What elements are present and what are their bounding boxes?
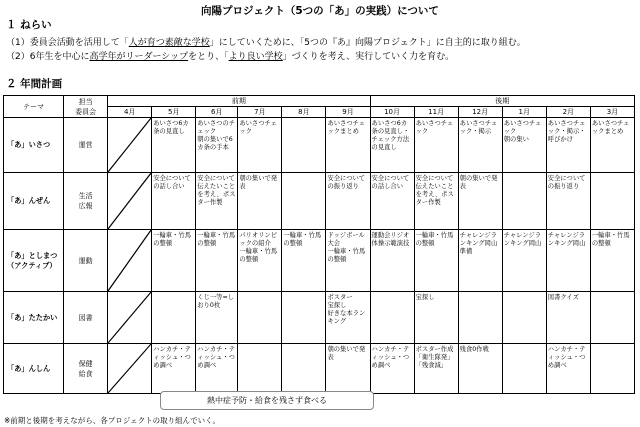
plan-cell (590, 344, 634, 394)
plan-cell (502, 173, 546, 230)
header-month: 1月 (502, 107, 546, 118)
plan-cell: チャレンジランキング岡山準備 (458, 230, 502, 292)
annual-plan-table (3, 95, 635, 394)
header-second-half: 後期 (370, 96, 634, 107)
april-diagonal-cell (108, 230, 152, 292)
diagonal-line (108, 173, 151, 229)
header-month: 12月 (458, 107, 502, 118)
plan-cell: ハンカチ・ティッシュ・つめ調べ (546, 344, 590, 394)
theme-cell: 「あ」んしん (4, 344, 64, 394)
april-diagonal-cell (108, 118, 152, 173)
plan-cell: 一輪車・竹馬の整頓 (282, 230, 326, 292)
plan-cell: あいさつチェック (414, 118, 458, 173)
plan-cell: 運動会リジオ体操示範演技 (370, 230, 414, 292)
plan-cell (282, 118, 326, 173)
plan-cell: ハンカチ・ティッシュ・つめ調べ (196, 344, 238, 394)
header-month: 5月 (152, 107, 196, 118)
header-month: 10月 (370, 107, 414, 118)
plan-cell: 安全についての話し合い (152, 173, 196, 230)
plan-cell: くじ一等=しおり0枚 (196, 292, 238, 344)
dept-cell: 保健 給食 (64, 344, 108, 394)
plan-cell: ハンカチ・ティッシュ・つめ調べ (370, 344, 414, 394)
heatstroke-banner: 熱中症予防・給食を残さず食べる (160, 391, 374, 410)
header-month: 8月 (282, 107, 326, 118)
table-row (4, 118, 635, 173)
theme-cell: 「あ」としまつ （アクティブ） (4, 230, 64, 292)
plan-cell (502, 292, 546, 344)
aim-1-post: 」にしていくために、「5つの『あ』向陽プロジェクト」に自主的に取り組む。 (209, 38, 526, 48)
dept-cell: 生活 広報 (64, 173, 108, 230)
aim-2-underlined-1: 高学年がリーダーシップ (89, 52, 189, 62)
plan-cell: 図書クイズ (546, 292, 590, 344)
plan-cell: あいさつチェックまとめ (590, 118, 634, 173)
plan-cell: パリオリンピックの紹介 一輪車・竹馬の整頓 (238, 230, 282, 292)
theme-cell: 「あ」たたかい (4, 292, 64, 344)
table-row (4, 344, 635, 394)
plan-cell: あいさつチェック・掲示 (458, 118, 502, 173)
dept-cell: 図書 (64, 292, 108, 344)
plan-cell: あいさつチェックまとめ (326, 118, 370, 173)
plan-cell: ポスター 宝探し 好きな本ランキング (326, 292, 370, 344)
header-month: 4月 (108, 107, 152, 118)
header-month: 9月 (326, 107, 370, 118)
header-month: 7月 (238, 107, 282, 118)
plan-cell: あいさつのチェック 朝の集いで6カ条の手本 (196, 118, 238, 173)
header-theme: テーマ (4, 96, 64, 118)
header-month: 2月 (546, 107, 590, 118)
plan-cell: あいさつチェック (238, 118, 282, 173)
aim-line-2 (6, 49, 454, 62)
plan-cell: 一輪車・竹馬の整頓 (152, 230, 196, 292)
plan-cell: あいさつチェック・掲示・呼びかけ (546, 118, 590, 173)
plan-cell: ポスター作成「衛生隊発」「残食減」 (414, 344, 458, 394)
plan-cell: 一輪車・竹馬の整頓 (414, 230, 458, 292)
plan-cell (502, 344, 546, 394)
plan-cell: チャレンジランキング岡山 (546, 230, 590, 292)
plan-cell: 朝の集いで発表 (458, 173, 502, 230)
table-row (4, 292, 635, 344)
header-month: 3月 (590, 107, 634, 118)
header-month: 6月 (196, 107, 238, 118)
plan-cell: 安全についての話し合い (370, 173, 414, 230)
plan-cell: あいさつ6カ条の見直し・チェック方法の見直し (370, 118, 414, 173)
header-month: 11月 (414, 107, 458, 118)
page-title: 向陽プロジェクト（5つの「あ」の実践）について (201, 5, 439, 17)
plan-cell: チャレンジランキング岡山 (502, 230, 546, 292)
plan-cell (238, 344, 282, 394)
plan-cell: あいさつ6カ条の見直し (152, 118, 196, 173)
plan-cell (590, 173, 634, 230)
aim-line-1 (6, 35, 526, 48)
plan-cell: ハンカチ・ティッシュ・つめ調べ (152, 344, 196, 394)
plan-cell: 朝の集いで発表 (326, 344, 370, 394)
header-dept: 担当 委員会 (64, 96, 108, 118)
plan-cell: 安全について伝えたいことを考え、ポスター作製 (196, 173, 238, 230)
aim-2-underlined-2: より良い学校 (228, 52, 283, 62)
plan-cell: 宝探し (414, 292, 458, 344)
diagonal-line (108, 344, 151, 393)
theme-cell: 「あ」いさつ (4, 118, 64, 173)
april-diagonal-cell (108, 344, 152, 394)
table-row (4, 173, 635, 230)
aim-2-post: 」づくりを考え、実行していく力を育む。 (282, 52, 455, 62)
header-first-half: 前期 (108, 96, 370, 107)
plan-cell (590, 292, 634, 344)
plan-cell (370, 292, 414, 344)
plan-cell: 朝の集いで発表 (238, 173, 282, 230)
section2-heading: ２ 年間計画 (6, 78, 63, 90)
theme-cell: 「あ」んぜん (4, 173, 64, 230)
plan-cell (282, 344, 326, 394)
diagonal-line (108, 292, 151, 343)
diagonal-line (108, 230, 151, 291)
plan-cell: ドッジボール大会 一輪車・竹馬の整頓 (326, 230, 370, 292)
aim-2-pre: （2）6年生を中心に (6, 52, 90, 62)
plan-cell: 一輪車・竹馬の整頓 (196, 230, 238, 292)
plan-cell: 安全についての振り返り (326, 173, 370, 230)
plan-cell: 安全について伝えたいことを考え、ポスター作製 (414, 173, 458, 230)
plan-cell: 残食0作戦 (458, 344, 502, 394)
plan-cell (282, 173, 326, 230)
april-diagonal-cell (108, 292, 152, 344)
plan-cell: 一輪車・竹馬の整頓 (590, 230, 634, 292)
april-diagonal-cell (108, 173, 152, 230)
dept-cell: 運動 (64, 230, 108, 292)
plan-cell (282, 292, 326, 344)
footnote: ※前期と後期を考えながら、各プロジェクトの取り組んでいく。 (4, 416, 220, 425)
section1-heading: １ ねらい (6, 19, 52, 31)
aim-2-mid: をとり、「 (188, 52, 229, 62)
plan-cell (238, 292, 282, 344)
table-row (4, 230, 635, 292)
aim-1-underlined: 人が育つ素敵な学校 (128, 38, 210, 48)
plan-cell (458, 292, 502, 344)
dept-cell: 運営 (64, 118, 108, 173)
diagonal-line (108, 118, 151, 172)
plan-cell (152, 292, 196, 344)
plan-cell: あいさつチェック 朝の集い (502, 118, 546, 173)
plan-cell: 安全についての振り返り (546, 173, 590, 230)
aim-1-pre: （1）委員会活動を活用して「 (6, 38, 129, 48)
